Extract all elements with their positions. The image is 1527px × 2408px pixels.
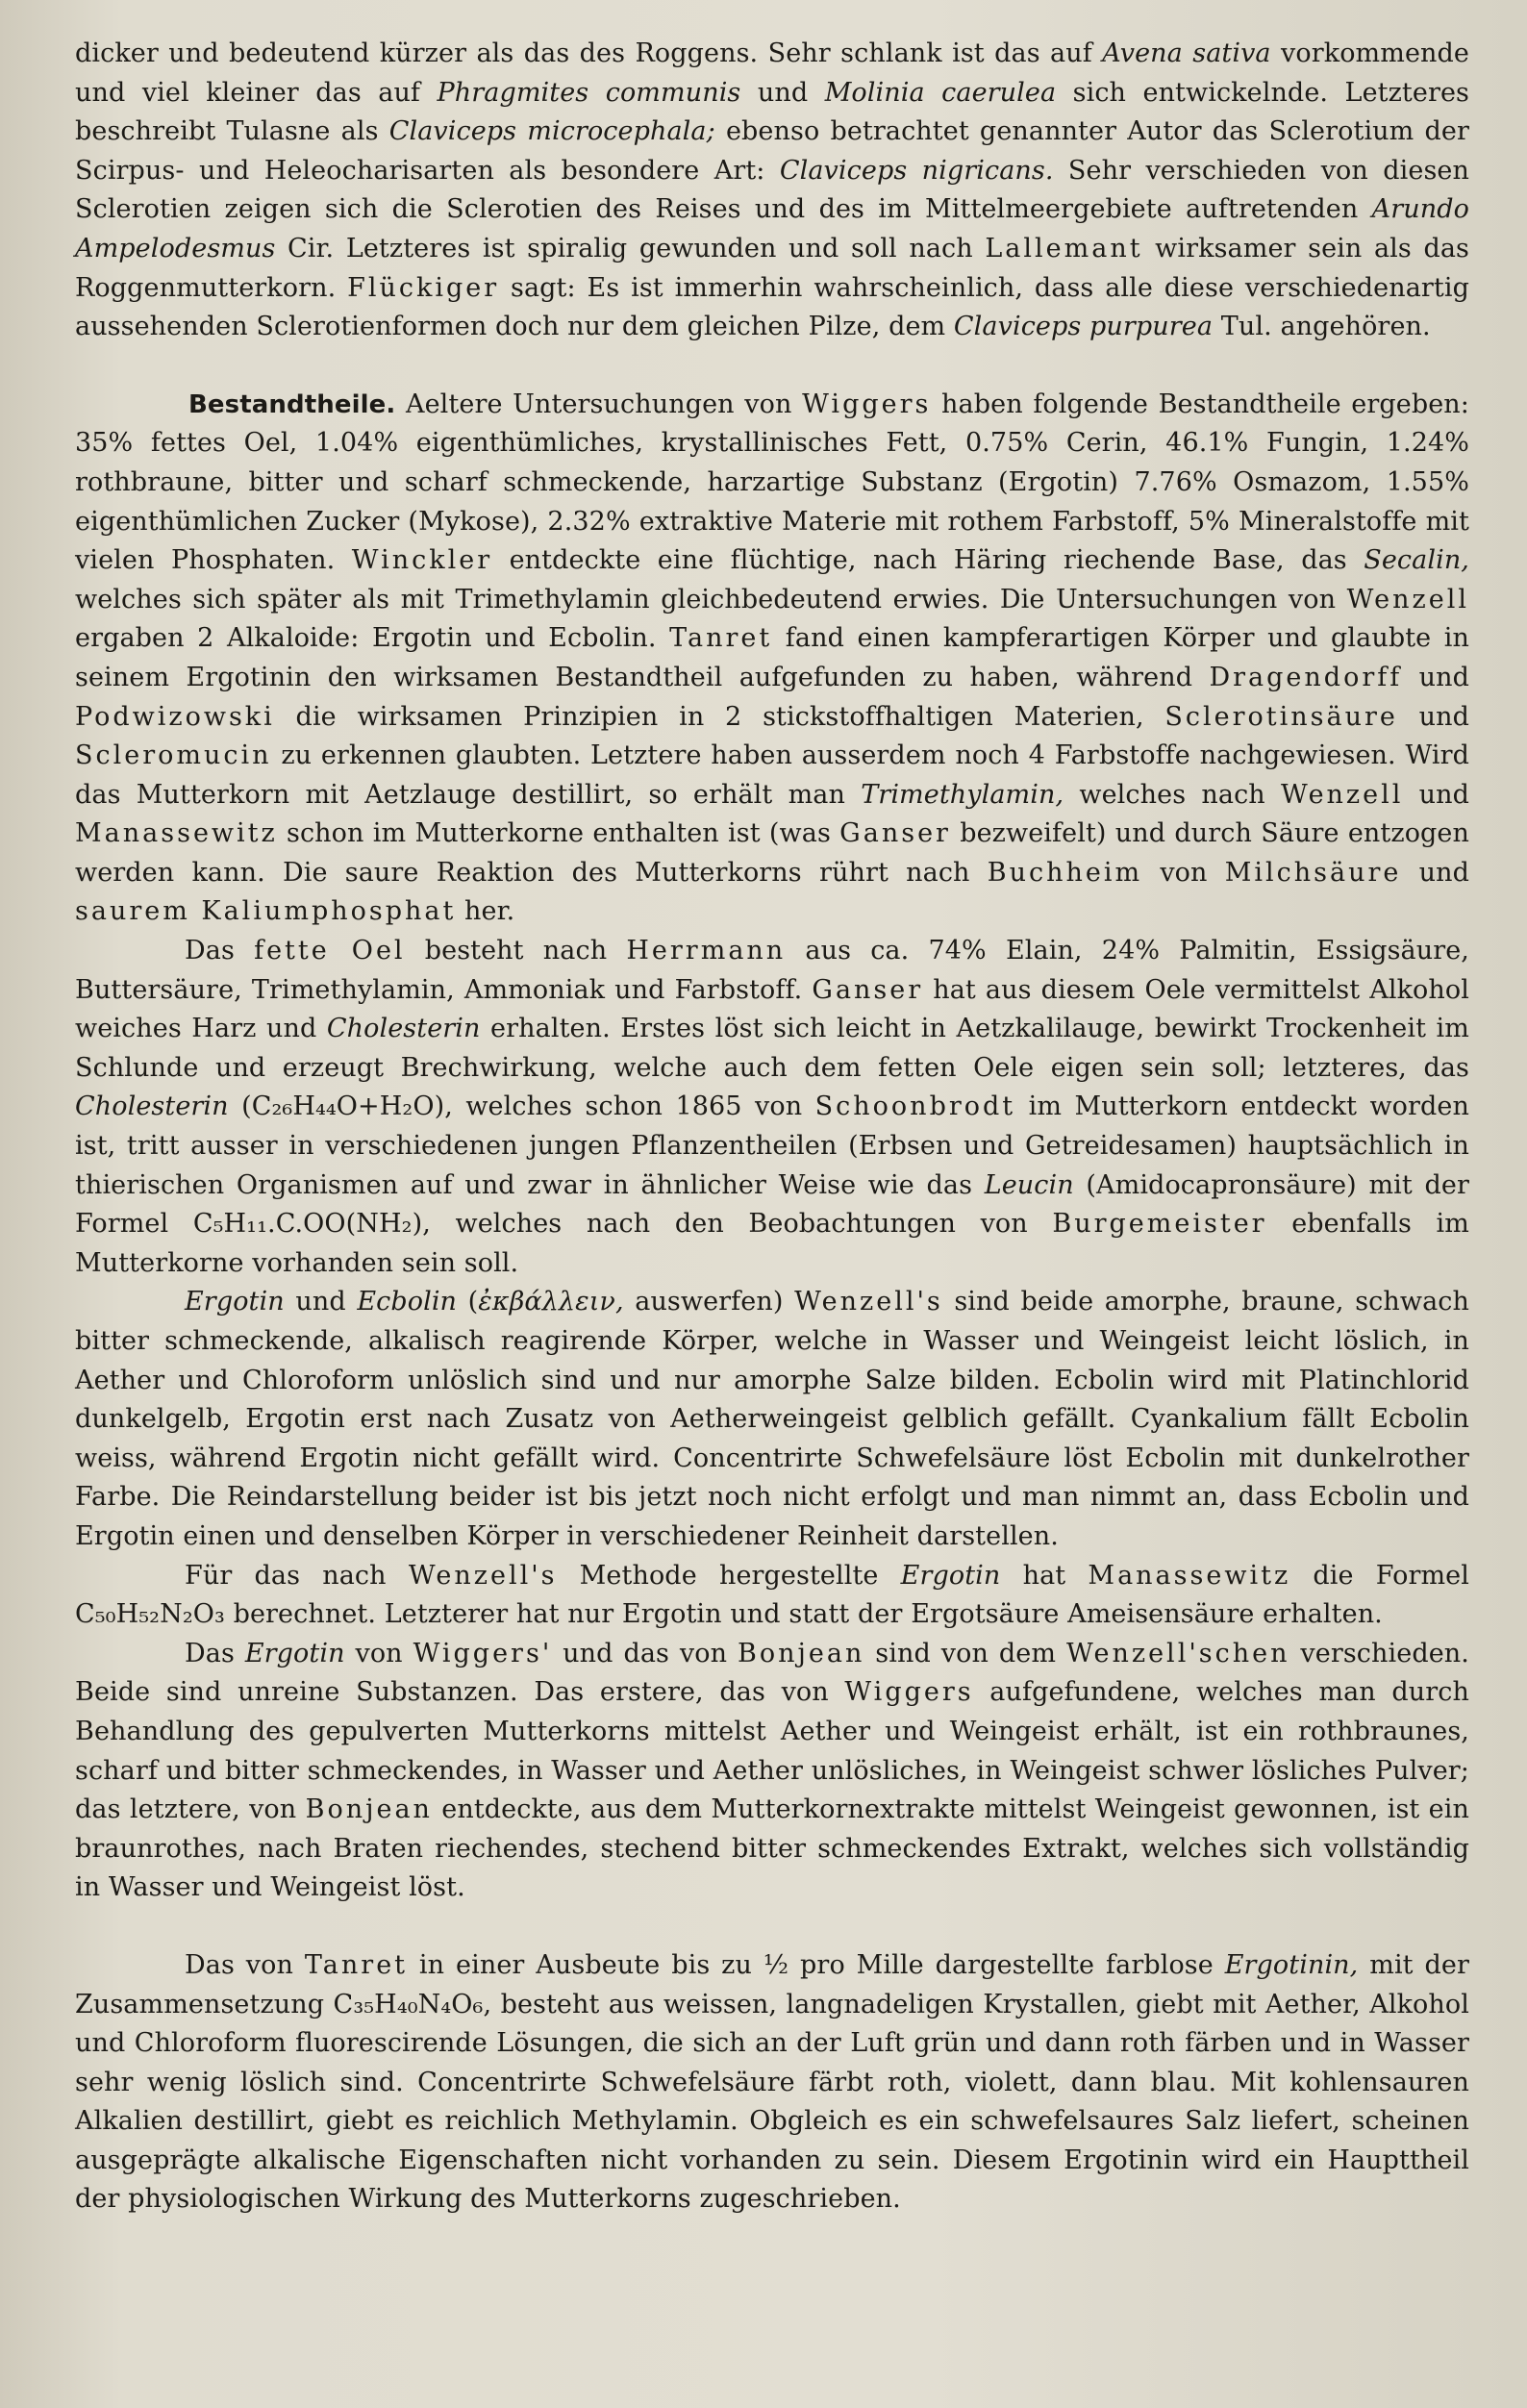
text-run: ebenso betrachtet genannter Autor das Sclerotium der Scirpus- und Heleocharisarten als besondere Art: xyxy=(75,116,1469,186)
text-run: (Amidocapronsäure) mit der Formel C₅H₁₁.C.OO(NH₂), welches nach den Beobachtungen von xyxy=(75,1169,1469,1240)
text-run: die Formel C₅₀H₅₂N₂O₃ berechnet. Letzterer hat nur Ergotin und statt der Ergotsäure Ameisensäure erhalten. xyxy=(75,1560,1469,1630)
text-run: Bonjean xyxy=(305,1794,433,1825)
paragraph-p4 xyxy=(75,1557,1469,1635)
text-run: her. xyxy=(456,896,515,927)
text-run: Wiggers xyxy=(802,389,932,419)
text-run: Bonjean xyxy=(738,1638,865,1668)
text-run: ἐκβάλλειν, xyxy=(478,1287,624,1317)
text-run: aufgefundene, welches man durch Behandlung des gepulverten Mutterkorns mittelst Aether und Weingeist erhält, ist ein rothbraunes, scharf und bitter schmeckendes, in Wasser und Aether unlösliches, in Weingeist schwer lösliches Pulver; das letztere, von xyxy=(75,1677,1469,1825)
text-run: und xyxy=(1397,701,1470,732)
text-run: Wenzell'schen xyxy=(1065,1638,1290,1668)
text-run: welches sich später als mit Trimethylamin gleichbedeutend erwies. Die Untersuchungen von xyxy=(75,584,1347,615)
text-run: Aeltere Untersuchungen von xyxy=(395,389,803,419)
text-run: Trimethylamin, xyxy=(861,779,1064,810)
paragraph-p2 xyxy=(75,932,1469,1283)
text-run: Wenzell xyxy=(1346,584,1469,615)
text-run: Ganser xyxy=(839,818,951,849)
text-run: Bestandtheile. xyxy=(188,389,396,419)
paragraph-p0 xyxy=(75,35,1469,347)
text-run: ebenfalls im Mutterkorne vorhanden sein soll. xyxy=(75,1209,1469,1278)
text-run: mit der Zusammensetzung C₃₅H₄₀N₄O₆, besteht aus weissen, langnadeligen Krystallen, giebt mit Aether, Alkohol und Chloroform fluorescirende Lösungen, die sich an der Luft grün und dann roth färben und in Wasser sehr wenig löslich sind. Concentrirte Schwefelsäure färbt roth, violett, dann blau. Mit kohlensauren Alkalien destillirt, giebt es reichlich Methylamin. Obgleich es ein schwefelsaures Salz liefert, scheinen ausgeprägte alkalische Eigenschaften nicht vorhanden zu sein. Diesem Ergotinin wird ein Haupttheil der physiologischen Wirkung des Mutterkorns zugeschrieben. xyxy=(75,1949,1469,2215)
text-run: von xyxy=(1142,857,1225,888)
text-run: Das xyxy=(185,936,255,966)
text-run: Ecbolin xyxy=(357,1287,458,1317)
text-run: entdeckte eine flüchtige, nach Häring riechende Base, das xyxy=(492,545,1364,576)
text-run: Flückiger xyxy=(347,272,500,303)
text-run: Leucin xyxy=(984,1169,1074,1200)
text-run: bezweifelt) und durch Säure entzogen werden kann. Die saure Reaktion des Mutterkorns rührt nach xyxy=(75,818,1469,888)
text-run: und xyxy=(1403,779,1470,810)
text-run: Lallemant xyxy=(985,233,1143,263)
text-run: Dragendorff xyxy=(1209,662,1403,692)
text-run: hat xyxy=(1000,1560,1089,1591)
paragraph-p1 xyxy=(75,386,1469,932)
text-run: besteht nach xyxy=(405,936,627,966)
text-run: Das von xyxy=(185,1949,305,1980)
text-run: Tul. angehören. xyxy=(1213,312,1431,342)
text-run: verschieden. Beide sind unreine Substanzen. Das erstere, das von xyxy=(75,1638,1469,1708)
text-run: haben folgende Bestandtheile ergeben: 35% fettes Oel, 1.04% eigenthümliches, krystallinisches Fett, 0.75% Cerin, 46.1% Fungin, 1.24% rothbraune, bitter und scharf schmeckende, harzartige Substanz (Ergotin) 7.76% Osmazom, 1.55% eigenthümlichen Zucker (Mykose), 2.32% extraktive Materie mit rothem Farbstoff, 5% Mineralstoffe mit vielen Phosphaten. xyxy=(75,389,1469,576)
text-run: Cholesterin xyxy=(326,1014,481,1044)
text-run: Ganser xyxy=(812,974,924,1005)
text-run: die wirksamen Prinzipien in 2 stickstoffhaltigen Materien, xyxy=(274,701,1165,732)
text-run: Tanret xyxy=(304,1949,409,1980)
text-run: Manassewitz xyxy=(1088,1560,1291,1591)
text-run: Buchheim xyxy=(987,857,1143,888)
text-run: Ergotin xyxy=(900,1560,1001,1591)
text-run: Burgemeister xyxy=(1052,1209,1267,1240)
text-run: Ergotin xyxy=(185,1287,285,1317)
paragraph-p3 xyxy=(75,1283,1469,1556)
text-run: Sehr verschieden von diesen Sclerotien zeigen sich die Sclerotien des Reises und des im Mittelmeergebiete auftretenden xyxy=(75,155,1469,225)
text-run: Molinia caerulea xyxy=(824,77,1057,108)
text-run: und xyxy=(740,77,825,108)
text-run: Herrmann xyxy=(626,936,787,966)
text-run: im Mutterkorn entdeckt worden ist, tritt ausser in verschiedenen jungen Pflanzentheilen (Erbsen und Getreidesamen) hauptsächlich in thierischen Organismen auf und zwar in ähnlicher Weise wie das xyxy=(75,1091,1469,1200)
text-run: Schoonbrodt xyxy=(814,1091,1016,1122)
text-run: Manassewitz xyxy=(75,818,278,849)
text-run: sich entwickelnde. Letzteres beschreibt Tulasne als xyxy=(75,77,1470,147)
text-run: entdeckte, aus dem Mutterkornextrakte mittelst Weingeist gewonnen, ist ein braunrothes, nach Braten riechendes, stechend bitter schmeckendes Extrakt, welches sich vollständig in Wasser und Weingeist löst. xyxy=(75,1794,1469,1903)
text-run: aus ca. 74% Elain, 24% Palmitin, Essigsäure, Buttersäure, Trimethylamin, Ammoniak und Farbstoff. xyxy=(75,936,1469,1005)
text-run: hat aus diesem Oele vermittelst Alkohol weiches Harz und xyxy=(75,974,1469,1044)
text-run: Wenzell's xyxy=(794,1287,943,1317)
text-run: erhalten. Erstes löst sich leicht in Aetzkalilauge, bewirkt Trockenheit im Schlunde und erzeugt Brechwirkung, welche auch dem fetten Oele eigen sein soll; letzteres, das xyxy=(75,1014,1469,1083)
text-run: Secalin, xyxy=(1364,545,1469,576)
text-run: auswerfen) xyxy=(623,1287,795,1317)
text-run: vorkommende und viel kleiner das auf xyxy=(75,38,1469,108)
text-run: Wenzell xyxy=(1281,779,1404,810)
text-run: Avena sativa xyxy=(1102,38,1271,68)
text-run: ( xyxy=(457,1287,479,1317)
text-run: ergaben 2 Alkaloide: Ergotin und Ecbolin. xyxy=(75,623,670,654)
text-run: Milchsäure xyxy=(1224,857,1402,888)
text-run: sind beide amorphe, braune, schwach bitter schmeckende, alkalisch reagirende Körper, welche in Wasser und Weingeist leicht löslich, in Aether und Chloroform unlöslich sind und nur amorphe Salze bilden. Ecbolin wird mit Platinchlorid dunkelgelb, Ergotin erst nach Zusatz von Aetherweingeist gelblich gefällt. Cyankalium fällt Ecbolin weiss, während Ergotin nicht gefällt wird. Concentrirte Schwefelsäure löst Ecbolin mit dunkelrother Farbe. Die Reindarstellung beider ist bis jetzt noch nicht erfolgt und man nimmt an, dass Ecbolin und Ergotin einen und denselben Körper in verschiedener Reinheit darstellen. xyxy=(75,1287,1469,1551)
text-run: Phragmites communis xyxy=(437,77,741,108)
text-run: und xyxy=(1401,857,1469,888)
text-run: Ergotinin, xyxy=(1224,1949,1359,1980)
text-run: Claviceps microcephala; xyxy=(388,116,715,147)
text-run: sagt: Es ist immerhin wahrscheinlich, dass alle diese verschiedenartig aussehenden Sclerotienformen doch nur dem gleichen Pilze, dem xyxy=(75,272,1469,342)
text-run: Methode hergestellte xyxy=(557,1560,901,1591)
text-run: Cholesterin xyxy=(75,1091,229,1122)
text-run: (C₂₆H₄₄O+H₂O), welches schon 1865 von xyxy=(228,1091,815,1122)
text-run: saurem Kaliumphosphat xyxy=(75,896,457,927)
text-run: Cir. Letzteres ist spiralig gewunden und soll nach xyxy=(275,233,986,263)
text-run: und xyxy=(284,1287,358,1317)
text-run: wirksamer sein als das Roggenmutterkorn. xyxy=(75,233,1469,303)
text-run: fand einen kampferartigen Körper und glaubte in seinem Ergotinin den wirksamen Bestandtheil aufgefunden zu haben, während xyxy=(75,623,1469,692)
text-run: fette Oel xyxy=(254,936,406,966)
text-run: und das von xyxy=(552,1638,738,1668)
text-run: dicker und bedeutend kürzer als das des Roggens. Sehr schlank ist das auf xyxy=(75,38,1103,68)
text-run: Wiggers xyxy=(844,1677,974,1708)
paragraph-p6 xyxy=(75,1946,1469,2220)
text-run: Claviceps nigricans. xyxy=(779,155,1054,186)
text-run: Wenzell's xyxy=(408,1560,558,1591)
text-run: welches nach xyxy=(1064,779,1282,810)
text-run: zu erkennen glaubten. Letztere haben ausserdem noch 4 Farbstoffe nachgewiesen. Wird das Mutterkorn mit Aetzlauge destillirt, so erhält man xyxy=(75,740,1469,810)
text-run: Tanret xyxy=(669,623,773,654)
text-run: von xyxy=(344,1638,413,1668)
text-run: Claviceps purpurea xyxy=(953,312,1214,342)
text-run: Winckler xyxy=(351,545,493,576)
text-run: Scleromucin xyxy=(75,740,272,771)
text-run: Sclerotinsäure xyxy=(1164,701,1398,732)
text-run: Podwizowski xyxy=(75,701,275,732)
text-run: Ergotin xyxy=(244,1638,345,1668)
paragraph-p5 xyxy=(75,1635,1469,1908)
text-run: schon im Mutterkorne enthalten ist (was xyxy=(277,818,840,849)
text-run: in einer Ausbeute bis zu ½ pro Mille dargestellte farblose xyxy=(408,1949,1225,1980)
text-run: sind von dem xyxy=(864,1638,1066,1668)
text-run: Das xyxy=(185,1638,245,1668)
text-run: Arundo Ampelodesmus xyxy=(75,194,1469,263)
text-run: Für das nach xyxy=(185,1560,409,1591)
text-run: Wiggers' xyxy=(413,1638,553,1668)
text-run: und xyxy=(1402,662,1469,692)
